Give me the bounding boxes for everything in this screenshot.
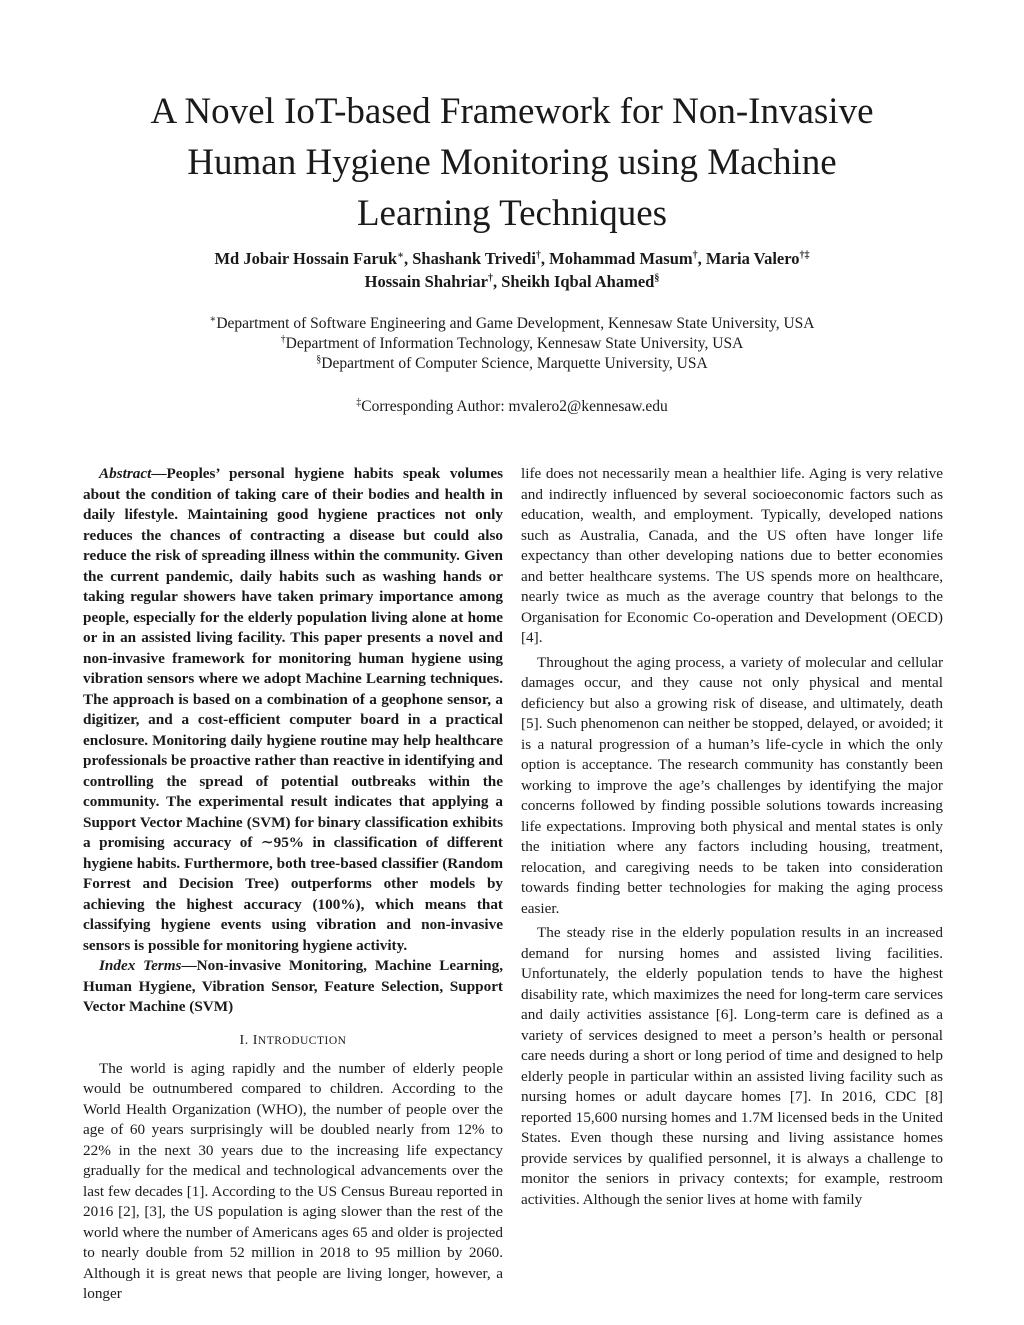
affiliations [60, 314, 964, 374]
title-line: Learning Techniques [356, 193, 668, 234]
abstract-text: —Peoples’ personal hygiene habits speak volumes about the condition of taking care of their bodies and health in daily lifestyle. Maintaining good hygiene practices not only reduces the chances of contracting a disease but could also reduce the risk of spreading illness within the community. Given the current pandemic, daily habits such as washing hands or taking regular showers have taken primary importance among people, especially for the elderly population living alone at home or in an assisted living facility. This paper presents a novel and non-invasive framework for monitoring human hygiene using vibration sensors where we adopt Machine Learning techniques. The approach is based on a combination of a geophone sensor, a digitizer, and a cost-efficient computer board in a practical enclosure. Monitoring daily hygiene routine may help healthcare professionals be proactive rather than reactive in identifying and controlling the spread of potential outbreaks within the community. The experimental result indicates that applying a Support Vector Machine (SVM) for binary classification exhibits a promising accuracy of ∼95% in classification of different hygiene habits. Furthermore, both tree-based classifier (Random Forrest and Decision Tree) outperforms other models by achieving the highest accuracy (100%), which means that classifying hygiene events using vibration and non-invasive sensors is possible for monitoring hygiene activity. [83, 465, 503, 954]
affiliation-text: Department of Computer Science, Marquette University, USA [321, 355, 708, 372]
section-heading [83, 1033, 503, 1049]
affiliation-mark: † [280, 334, 286, 345]
body-paragraph: life does not necessarily mean a healthier life. Aging is very relative and indirectly influenced by several socioeconomic factors such as education, wealth, and employment. Typically, developed nations such as Australia, Canada, and the US often have longer life expectancy than other developing nations due to better economies and better healthcare systems. The US spends more on healthcare, nearly twice as much as the average country that belongs to the Organisation for Economic Co-operation and Development (OECD) [4]. [521, 465, 943, 646]
author-mark: ∗ [397, 250, 404, 261]
corresponding-author [60, 397, 964, 417]
author-mark: § [654, 273, 660, 284]
abstract [83, 464, 503, 956]
author-line: Md Jobair Hossain Faruk∗, Shashank Trivedi†, Mohammad Masum†, Maria Valero†‡ [214, 249, 810, 268]
author-name: Hossain Shahriar [364, 272, 488, 291]
left-column [83, 464, 503, 1305]
affiliation [60, 354, 964, 374]
body-paragraph: The steady rise in the elderly population results in an increased demand for nursing homes and assisted living facilities. Unfortunately, the elderly population tends to have the highest disability rate, which maximizes the need for long-term care services and daily activities assistance [6]. Long-term care is defined as a variety of services designed to meet a person’s health or personal care needs during a short or long period of time and designed to help elderly people in particular within an assisted living facility such as nursing homes or adult daycare homes [7]. In 2016, CDC [8] reported 15,600 nursing homes and 1.7M licensed beds in the United States. Even though these nursing and living assistance homes provide services by qualified personnel, it is always a challenge to monitor the seniors in privacy contexts; for example, restroom activities. Although the senior lives at home with family [521, 924, 943, 1208]
right-column [521, 464, 943, 1214]
author-mark: † [487, 273, 493, 284]
author-name: Sheikh Iqbal Ahamed [501, 272, 655, 291]
paper-title [60, 86, 964, 239]
affiliation-text: Department of Information Technology, Kennesaw State University, USA [285, 335, 744, 352]
author-name: Shashank Trivedi [412, 249, 536, 268]
author-mark: † [535, 250, 541, 261]
affiliation-mark: ∗ [209, 314, 217, 325]
affiliation [60, 314, 964, 334]
title-line: A Novel IoT-based Framework for Non-Invasive [150, 91, 874, 132]
corresponding-text: Corresponding Author: mvalero2@kennesaw.edu [361, 398, 668, 415]
author-name: Md Jobair Hossain Faruk [214, 249, 398, 268]
author-name: Maria Valero [705, 249, 800, 268]
index-terms-label: Index Terms [99, 957, 182, 974]
body-paragraph: Throughout the aging process, a variety of molecular and cellular damages occur, and they cause not only physical and mental deficiency but also a growing risk of disease, and ultimately, death [5]. Such phenomenon can neither be stopped, delayed, or avoided; it is a natural progression of a human’s life-cycle in which the only option is acceptance. The research community has constantly been working to improve the age’s challenges by identifying the major concerns followed by finding possible solutions towards increasing life expectations. Improving both physical and mental states is only the initiation where any factors including housing, treatment, relocation, and caregiving needs to be taken into consideration towards finding better technologies for making the aging process easier. [521, 653, 943, 917]
author-name: Mohammad Masum [549, 249, 693, 268]
affiliation-mark: § [316, 354, 322, 365]
affiliation-text: Department of Software Engineering and Game Development, Kennesaw State University, USA [216, 315, 815, 332]
author-mark: †‡ [799, 250, 810, 261]
corresponding-mark: ‡ [356, 397, 362, 408]
author-list [60, 247, 964, 293]
affiliation [60, 334, 964, 354]
body-paragraph: The world is aging rapidly and the number of elderly people would be outnumbered compared to children. According to the World Health Organization (WHO), the number of people over the age of 60 years surprisingly will be doubled nearly from 12% to 22% in the next 30 years due to the increasing life expectancy gradually for the medical and technological advancements over the last few decades [1]. According to the US Census Bureau reported in 2016 [2], [3], the US population is aging slower than the rest of the world where the number of Americans ages 65 and older is projected to nearly double from 52 million in 2018 to 95 million by 2060. Although it is great news that people are living longer, however, a longer [83, 1059, 503, 1302]
author-mark: † [692, 250, 698, 261]
section-rest: NTRODUCTION [257, 1034, 347, 1047]
section-first-letter: I [252, 1032, 258, 1048]
title-line: Human Hygiene Monitoring using Machine [187, 142, 837, 183]
abstract-label: Abstract [99, 465, 152, 482]
section-number: I. [239, 1032, 249, 1048]
index-terms [83, 956, 503, 1018]
author-line: Hossain Shahriar†, Sheikh Iqbal Ahamed§ [364, 272, 660, 291]
index-terms-text: —Non-invasive Monitoring, Machine Learning, Human Hygiene, Vibration Sensor, Feature Selection, Support Vector Machine (SVM) [83, 957, 503, 1015]
